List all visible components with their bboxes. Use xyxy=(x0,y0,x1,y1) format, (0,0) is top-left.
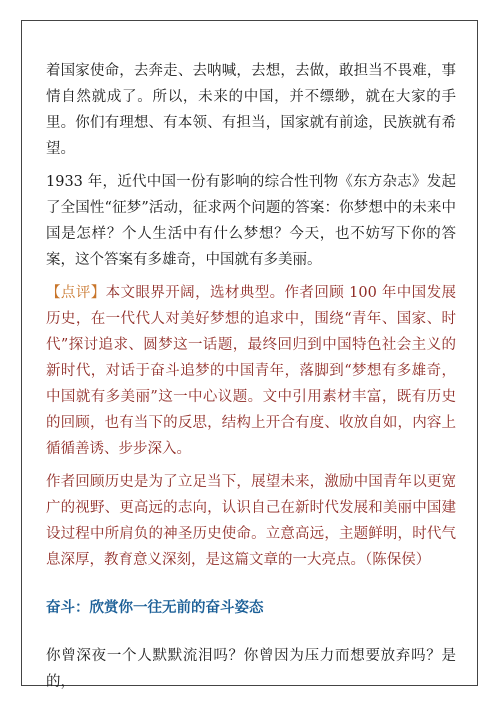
comment-paragraph xyxy=(46,280,456,462)
paragraph-last: 你曾深夜一个人默默流泪吗？你曾因为压力而想要放弃吗？是的， xyxy=(46,648,456,690)
comment-paragraph-2: 作者回顾历史是为了立足当下，展望未来，激励中国青年以更宽广的视野、更高远的志向，认识自己在新时代发展和美丽中国建设过程中所肩负的神圣历史使命。立意高远，主题鲜明，时代气息深厚，教育意义深刻，是这篇文章的一大亮点。（陈保侯） xyxy=(46,474,456,568)
article-content xyxy=(46,58,456,695)
paragraph-intro: 着国家使命，去奔走、去呐喊，去想，去做，敢担当不畏难，事情自然就成了。所以，未来的中国，并不缥缈，就在大家的手里。你们有理想、有本领、有担当，国家就有前途，民族就有希望。 xyxy=(46,63,456,157)
comment-body: 本文眼界开阔，选材典型。作者回顾 100 年中国发展历史，在一代代人对美好梦想的追求中，围绕“青年、国家、时代”探讨追求、圆梦这一话题，最终回归到中国特色社会主义的新时代，对话于奋斗追梦的中国青年，落脚到“梦想有多雄奇，中国就有多美丽”这一中心议题。文中引用素材丰富，既有历史的回顾，也有当下的反思，结构上开合有度、收放自如，内容上循循善诱、步步深入。 xyxy=(46,285,456,457)
comment-tag: 【点评】 xyxy=(46,285,106,301)
paragraph-1933: 1933 年，近代中国一份有影响的综合性刊物《东方杂志》发起了全国性“征梦”活动，征求两个问题的答案：你梦想中的未来中国是怎样？个人生活中有什么梦想？今天，也不妨写下你的答案，这个答案有多雄奇，中国就有多美丽。 xyxy=(46,174,456,268)
section-heading: 奋斗：欣赏你一往无前的奋斗姿态 xyxy=(46,599,264,616)
